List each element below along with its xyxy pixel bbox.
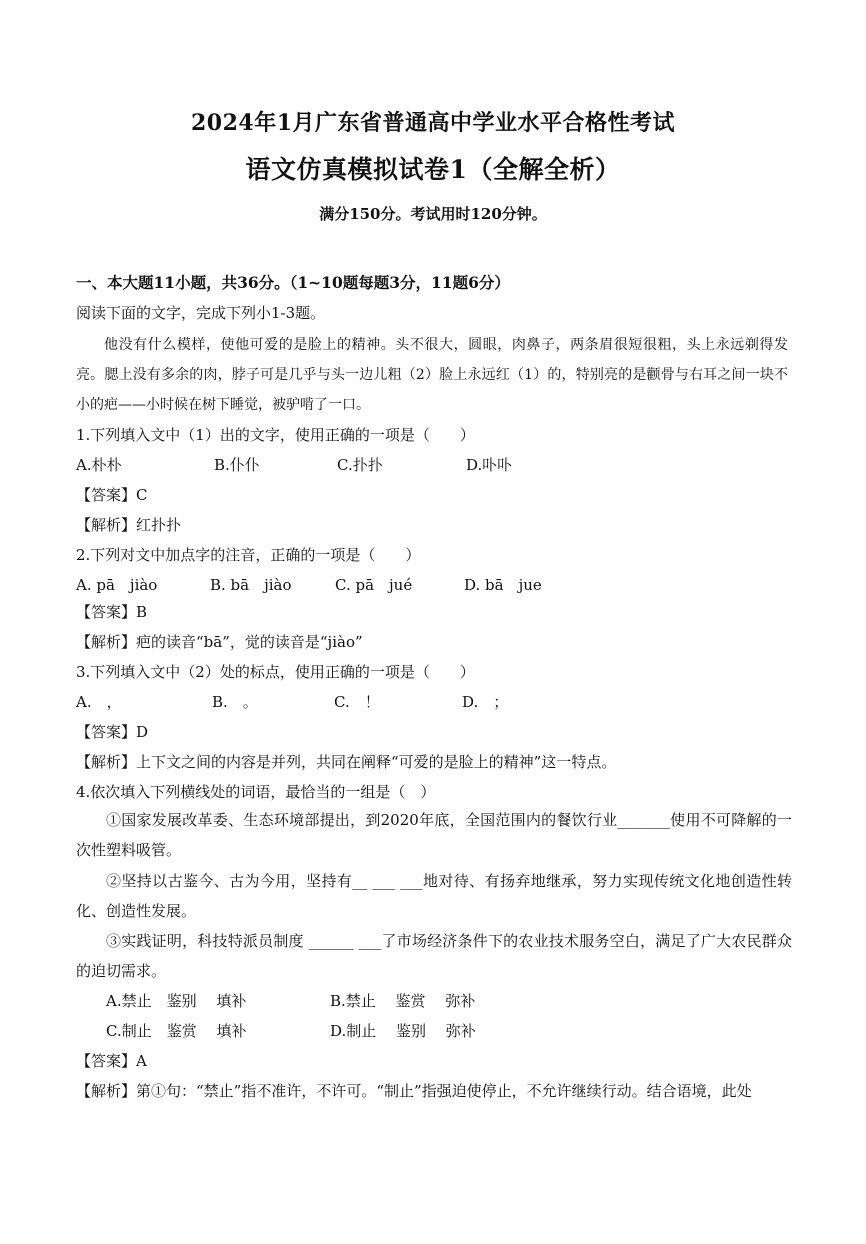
exam-info: 满分150分。考试用时120分钟。 bbox=[319, 205, 547, 223]
q2-analysis: 【解析】疤的读音“bā”，觉的读音是“jiào” bbox=[76, 633, 363, 651]
q4-sentence-2: ②坚持以古鉴今、古为今用，坚持有__ ___ ___地对待、有扬弃地继承，努力实现传统文化地创造性转化、创造性发展。 bbox=[76, 872, 792, 920]
q3-answer: 【答案】D bbox=[76, 723, 149, 741]
q2-option-a: A. pā jiào bbox=[76, 576, 158, 594]
q3-stem: 3.下列填入文中（2）处的标点，使用正确的一项是（ ） bbox=[76, 663, 475, 681]
section-heading: 一、本大题11小题，共36分。（1~10题每题3分，11题6分） bbox=[76, 273, 510, 292]
q4-option-a: A.禁止 鉴别 填补 bbox=[106, 992, 247, 1010]
q3-option-b: B. 。 bbox=[212, 693, 258, 711]
reading-passage: 他没有什么模样，使他可爱的是脸上的精神。头不很大，圆眼，肉鼻子，两条眉很短很粗，头上永远剃得发亮。腮上没有多余的肉，脖子可是几乎与头一边儿粗（2）脸上永远红（1）的，特别亮的是颧骨与右耳之间一块不小的疤——小时候在树下睡觉，被驴啃了一口。 bbox=[76, 337, 788, 413]
q4-answer: 【答案】A bbox=[76, 1052, 147, 1070]
q4-option-b: B.禁止 鉴赏 弥补 bbox=[330, 992, 476, 1010]
q1-option-d: D.卟卟 bbox=[466, 456, 513, 474]
q4-option-c: C.制止 鉴赏 填补 bbox=[106, 1022, 247, 1040]
q4-sentence-1: ①国家发展改革委、生态环境部提出，到2020年底，全国范围内的餐饮行业_______使用不可降解的一次性塑料吸管。 bbox=[76, 811, 792, 859]
q3-option-a: A. ， bbox=[76, 693, 122, 711]
q4-sentence-3: ③实践证明，科技特派员制度 ______ ___了市场经济条件下的农业技术服务空白，满足了广大农民群众的迫切需求。 bbox=[76, 932, 792, 980]
q1-option-a: A.朴朴 bbox=[76, 456, 122, 474]
exam-subtitle: 语文仿真模拟试卷1（全解全析） bbox=[245, 155, 621, 184]
q4-analysis: 【解析】第①句：“禁止”指不准许，不许可。“制止”指强迫使停止，不允许继续行动。结合语境，此处 bbox=[76, 1082, 752, 1100]
q1-stem: 1.下列填入文中（1）出的文字，使用正确的一项是（ ） bbox=[76, 426, 475, 444]
q1-answer: 【答案】C bbox=[76, 486, 148, 504]
q4-stem: 4.依次填入下列横线处的词语，最恰当的一组是（ ） bbox=[76, 783, 436, 801]
q1-option-c: C.扑扑 bbox=[337, 456, 383, 474]
q2-option-b: B. bā jiào bbox=[210, 576, 292, 594]
exam-title: 2024年1月广东省普通高中学业水平合格性考试 bbox=[190, 110, 676, 136]
q2-answer: 【答案】B bbox=[76, 603, 148, 621]
q1-analysis: 【解析】红扑扑 bbox=[76, 516, 182, 534]
q2-option-c: C. pā jué bbox=[335, 576, 413, 594]
q2-stem: 2.下列对文中加点字的注音，正确的一项是（ ） bbox=[76, 546, 421, 564]
q4-option-d: D.制止 鉴别 弥补 bbox=[330, 1022, 476, 1040]
q2-option-d: D. bā jue bbox=[464, 576, 542, 594]
q3-option-d: D. ； bbox=[462, 693, 509, 711]
q1-option-b: B.仆仆 bbox=[214, 456, 260, 474]
q3-analysis: 【解析】上下文之间的内容是并列，共同在阐释“可爱的是脸上的精神”这一特点。 bbox=[76, 753, 617, 771]
reading-intro: 阅读下面的文字，完成下列小1-3题。 bbox=[76, 304, 326, 322]
q3-option-c: C. ！ bbox=[334, 693, 380, 711]
